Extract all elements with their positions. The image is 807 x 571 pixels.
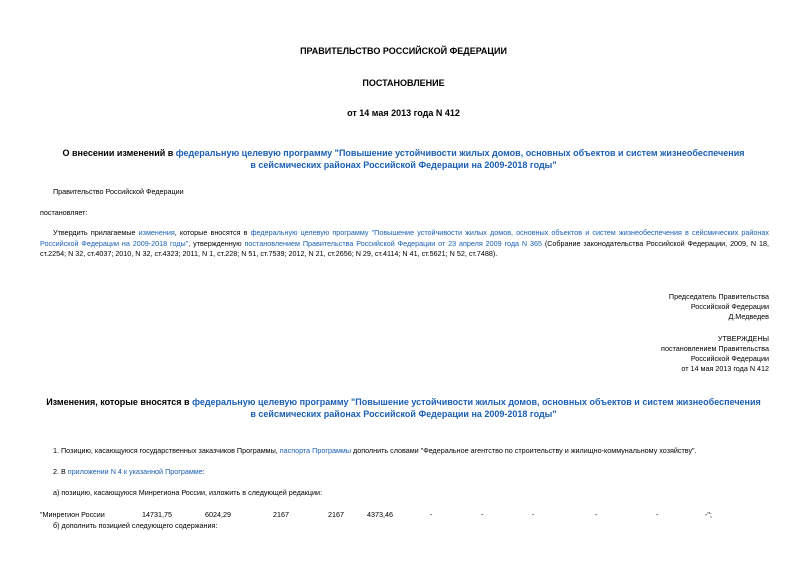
table-cell-org: "Минрегион России [40,510,105,519]
intro-resolves: постановляет: [40,208,88,217]
item-2b: б) дополнить позицией следующего содержания: [53,521,218,530]
signature-name: Д.Медведев [728,312,769,321]
decree-text-4: (Собрание законодательства Российской Федерации, 2009, N 18, ст.2254; N 32, ст.4037; 2010, N 32, ст.4323; 2011, N 1, ст.228; N 51, ст.7539; 2012, N 21, ст.2656; N 29, ст.4114; N 41, ст.5621; N 52, ст.7488). [40,238,769,258]
resolution-365-link[interactable]: постановлением Правительства Российской Федерации от 23 апреля 2009 года N 365 [244,238,542,248]
item-1-text-1: 1. Позицию, касающуюся государственных заказчиков Программы, [53,446,280,455]
signature-title: Председатель Правительства [668,292,769,301]
title-prefix: О внесении изменений в [62,148,176,158]
changes-program-link[interactable]: федеральную целевую программу "Повышение устойчивости жилых домов, основных объектов и систем жизнеобеспечения в сейсмических районах Российской Федерации на 2009-2018 годы" [192,397,761,419]
appendix-4-link[interactable]: приложении N 4 к указанной Программе [67,467,203,476]
approved-label: УТВЕРЖДЕНЫ [717,334,769,343]
document-type: ПОСТАНОВЛЕНИЕ [362,78,445,88]
item-2 [53,467,205,478]
table-cell-value: 6024,29 [205,510,231,519]
approved-date: от 14 мая 2013 года N 412 [681,364,769,373]
document-date: от 14 мая 2013 года N 412 [347,108,460,118]
item-2-text-1: 2. В [53,467,68,476]
table-cell-dash: - [430,510,433,519]
table-cell-value: 2167 [328,510,344,519]
changes-title [45,396,762,420]
decree-paragraph [40,228,769,260]
changes-title-prefix: Изменения, которые вносятся в [46,397,193,407]
table-row [0,510,807,521]
changes-link[interactable]: изменения [138,228,175,237]
approved-by: постановлением Правительства [661,344,769,353]
signature-country: Российской Федерации [690,302,769,311]
decree-text-1: Утвердить прилагаемые [53,228,139,237]
passport-link[interactable]: паспорта Программы [279,446,351,455]
item-2a: а) позицию, касающуюся Минрегиона России, изложить в следующей редакции: [53,488,323,497]
decree-text-3: , утвержденную [188,238,245,248]
document-title [60,147,747,171]
approved-country: Российской Федерации [690,354,769,363]
table-cell-value: 4373,46 [367,510,393,519]
government-header: ПРАВИТЕЛЬСТВО РОССИЙСКОЙ ФЕДЕРАЦИИ [300,46,507,56]
item-1-text-2: дополнить словами "Федеральное агентство по строительству и жилищно-коммунальному хозяйству". [351,446,697,455]
table-cell-dash-end: -"; [705,510,712,519]
table-cell-dash: - [595,510,598,519]
intro-government: Правительство Российской Федерации [53,187,184,196]
item-1 [53,446,697,457]
table-cell-dash: - [481,510,484,519]
table-cell-dash: - [532,510,535,519]
decree-text-2: , которые вносятся в [174,228,251,237]
program-link-2[interactable]: федеральную целевую программу "Повышение устойчивости жилых домов, основных объектов и систем жизнеобеспечения в сейсмических районах Российской Федерации на 2009-2018 годы" [40,228,769,248]
table-cell-dash: - [656,510,659,519]
program-link[interactable]: федеральную целевую программу "Повышение устойчивости жилых домов, основных объектов и систем жизнеобеспечения в сейсмических районах Российской Федерации на 2009-2018 годы" [175,148,745,170]
table-cell-value: 2167 [273,510,289,519]
table-cell-total: 14731,75 [142,510,172,519]
item-2-text-2: : [202,467,205,476]
